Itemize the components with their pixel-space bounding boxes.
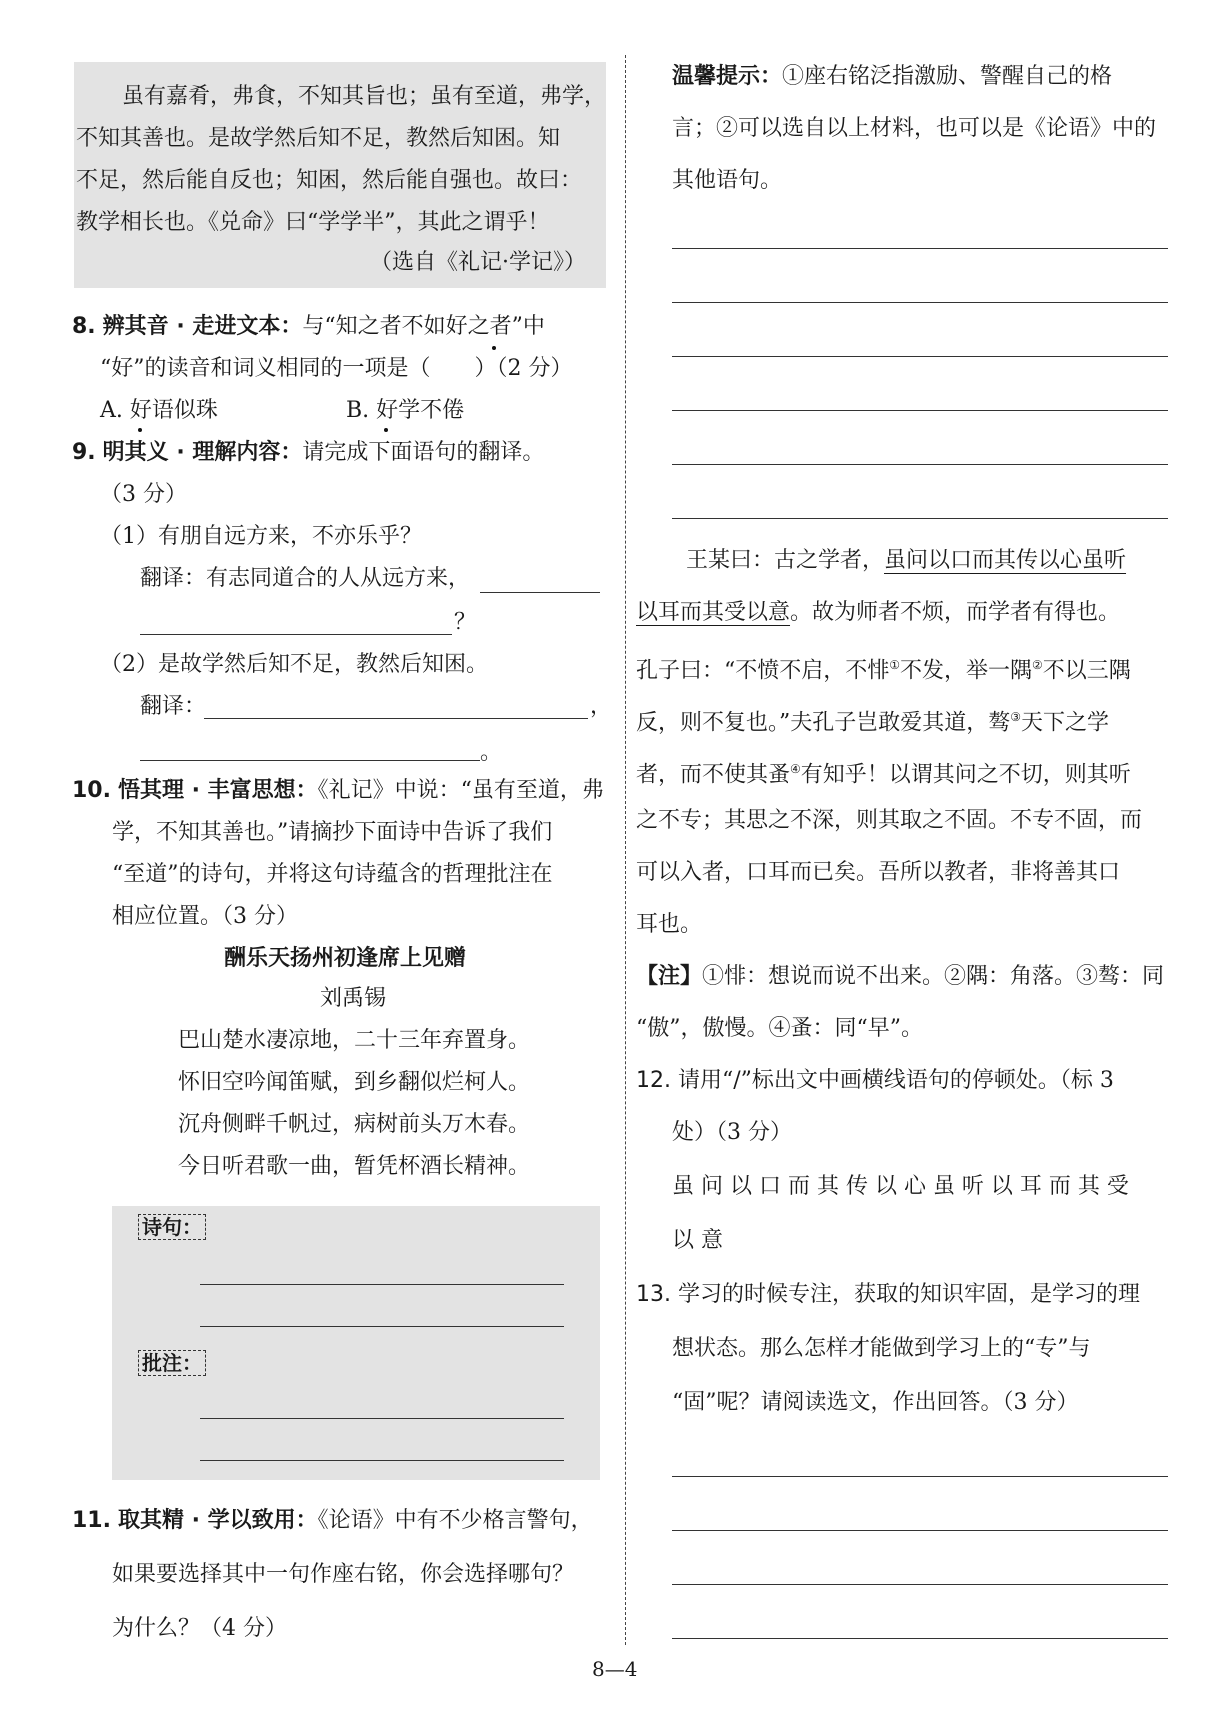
question-12-line-2: 处）（3 分） [672,1120,792,1145]
q12-sentence-2: 以 意 [672,1228,723,1253]
emphasis-dot [138,428,142,432]
question-10-line-4: 相应位置。（3 分） [112,904,298,929]
passage2-line-6: 之不专；其思之不深，则其取之不固。不专不固，而 [636,808,1143,833]
q9-item-1: （1）有朋自远方来，不亦乐乎？ [100,524,422,549]
poem-line-2: 怀旧空吟闻笛赋，到乡翻似烂柯人。 [178,1070,531,1095]
footnote-mark: ③ [1010,710,1022,724]
question-text: 请完成下面语句的翻译。 [302,440,545,465]
question-text: 与“知之者不如好之者”中 [302,314,545,339]
passage1-line-1: 虽有嘉肴，弗食，不知其旨也；虽有至道，弗学， [122,84,607,109]
passage2-text: 者，而不使其蚤 [636,762,791,788]
question-text: 《礼记》中说：“虽有至道，弗 [317,778,604,803]
underlined-sentence: 虽问以口而其传以心虽听 [884,548,1127,573]
answer-line[interactable] [200,1460,564,1461]
passage2-line-1 [686,546,1126,576]
passage1-line-4: 教学相长也。《兑命》曰“学学半”，其此之谓乎！ [76,210,550,235]
poem-title: 酬乐天扬州初逢席上见赠 [224,946,467,971]
passage1-source: （选自《礼记·学记》） [370,250,586,275]
answer-line[interactable] [204,718,588,719]
passage2-text: 不发，举一隅 [900,658,1033,684]
notes-label: 【注】 [636,964,703,989]
poem-author: 刘禹锡 [320,986,387,1011]
passage1-line-3: 不足，然后能自反也；知困，然后能自强也。故曰： [76,168,583,193]
question-text: 《论语》中有不少格言警句， [317,1508,593,1533]
footnote-mark: ② [1032,658,1043,672]
q9-item-2-translation: 翻译： [140,694,207,719]
tip-line-3: 其他语句。 [672,168,783,193]
page-number: 8—4 [592,1657,638,1681]
answer-line[interactable] [672,518,1168,519]
tip-text: ①座右铭泛指激励、警醒自己的格 [782,64,1113,89]
poem-line-3: 沉舟侧畔千帆过，病树前头万木春。 [178,1112,531,1137]
q9-item-2-end: 。 [480,740,503,765]
emphasis-dot [492,346,496,350]
q9-item-2: （2）是故学然后知不足，教然后知困。 [100,652,488,677]
q12-sentence-1: 虽 问 以 口 而 其 传 以 心 虽 听 以 耳 而 其 受 [672,1174,1129,1199]
passage2-text: 。故为师者不烦，而学者有得也。 [790,600,1121,625]
verse-label: 诗句： [138,1214,206,1240]
footnote-mark: ① [889,658,901,672]
passage2-line-2 [636,598,1120,628]
passage2-line-7: 可以入者，口耳而已矣。吾所以教者，非将善其口 [636,860,1121,885]
answer-line[interactable] [672,1476,1168,1477]
question-number: 8. [72,314,96,339]
option-b: B. 好学不倦 [346,398,465,423]
poem-line-4: 今日听君歌一曲，暂凭杯酒长精神。 [178,1154,531,1179]
question-9-stem [72,438,544,468]
answer-line[interactable] [672,410,1168,411]
answer-line[interactable] [672,1584,1168,1585]
question-9-score: （3 分） [100,482,187,507]
answer-line[interactable] [672,464,1168,465]
question-title: 悟其理 · 丰富思想： [117,778,318,803]
option-a: A. 好语似珠 [100,398,218,423]
question-12-stem [636,1066,1114,1096]
answer-line[interactable] [200,1284,564,1285]
q9-item-2-comma: ， [590,694,613,719]
passage2-text: 孔子曰：“不愤不启，不悱 [636,658,890,684]
question-title: 明其义 · 理解内容： [102,440,303,465]
column-divider [625,55,626,1645]
passage2-text: 天下之学 [1021,710,1110,736]
notes-line-2: “傲”，傲慢。④蚤：同“早”。 [636,1016,923,1041]
question-13-line-2: 想状态。那么怎样才能做到学习上的“专”与 [672,1336,1091,1361]
question-8-stem [72,312,545,342]
question-10-line-3: “至道”的诗句，并将这句诗蕴含的哲理批注在 [112,862,553,887]
question-title: 取其精 · 学以致用： [117,1508,318,1533]
answer-line[interactable] [672,302,1168,303]
question-number: 13. [636,1282,671,1307]
underlined-sentence: 以耳而其受以意 [636,600,791,625]
passage2-text: 不以三隅 [1042,658,1131,684]
question-number: 11. [72,1508,111,1533]
notes-text: ①悱：想说而说不出来。②隅：角落。③骜：同 [702,964,1165,989]
passage2-line-8: 耳也。 [636,912,703,937]
emphasis-dot [384,428,388,432]
q9-item-1-translation: 翻译：有志同道合的人从远方来， [140,566,471,591]
tip-label: 温馨提示： [672,64,783,89]
answer-line[interactable] [672,1530,1168,1531]
question-8-line-2: “好”的读音和词义相同的一项是（ ）（2 分） [100,356,573,381]
passage2-line-5 [636,754,1131,790]
passage2-line-3 [636,650,1131,686]
passage2-text: 反，则不复也。”夫孔子岂敢爱其道，骜 [636,710,1011,736]
note-label: 批注： [138,1350,206,1376]
passage1-line-2: 不知其善也。是故学然后知不足，教然后知困。知 [76,126,561,151]
answer-line[interactable] [200,1418,564,1419]
question-text: 学习的时候专注，获取的知识牢固，是学习的理 [678,1282,1141,1307]
answer-line[interactable] [672,1638,1168,1639]
poem-line-1: 巴山楚水凄凉地，二十三年弃置身。 [178,1028,531,1053]
answer-line[interactable] [672,356,1168,357]
q9-item-1-end: ？ [454,610,477,635]
answer-line[interactable] [672,248,1168,249]
question-number: 9. [72,440,96,465]
passage2-line-4 [636,702,1109,738]
question-10-line-2: 学，不知其善也。”请摘抄下面诗中告诉了我们 [112,820,553,845]
question-13-line-3: “固”呢？请阅读选文，作出回答。（3 分） [672,1390,1079,1415]
passage2-text: 王某曰：古之学者， [686,548,885,573]
tip-line-1 [672,62,1112,92]
question-13-stem [636,1280,1140,1310]
question-text: 请用“/”标出文中画横线语句的停顿处。（标 3 [678,1068,1114,1093]
passage2-text: 有知乎！以谓其问之不切，则其听 [800,762,1131,788]
answer-line[interactable] [480,592,600,593]
tip-line-2: 言；②可以选自以上材料，也可以是《论语》中的 [672,116,1157,141]
answer-line[interactable] [200,1326,564,1327]
question-11-line-2: 如果要选择其中一句作座右铭，你会选择哪句？ [112,1562,575,1587]
question-11-line-3: 为什么？（4 分） [112,1616,287,1641]
annotation-box [112,1206,600,1480]
question-number: 12. [636,1068,671,1093]
answer-line[interactable] [140,634,452,635]
answer-line[interactable] [140,760,480,761]
question-title: 辨其音 · 走进文本： [102,314,303,339]
question-10-stem [72,776,604,806]
question-number: 10. [72,778,111,803]
question-11-stem [72,1506,593,1536]
notes-line-1 [636,962,1164,992]
footnote-mark: ④ [790,762,801,776]
